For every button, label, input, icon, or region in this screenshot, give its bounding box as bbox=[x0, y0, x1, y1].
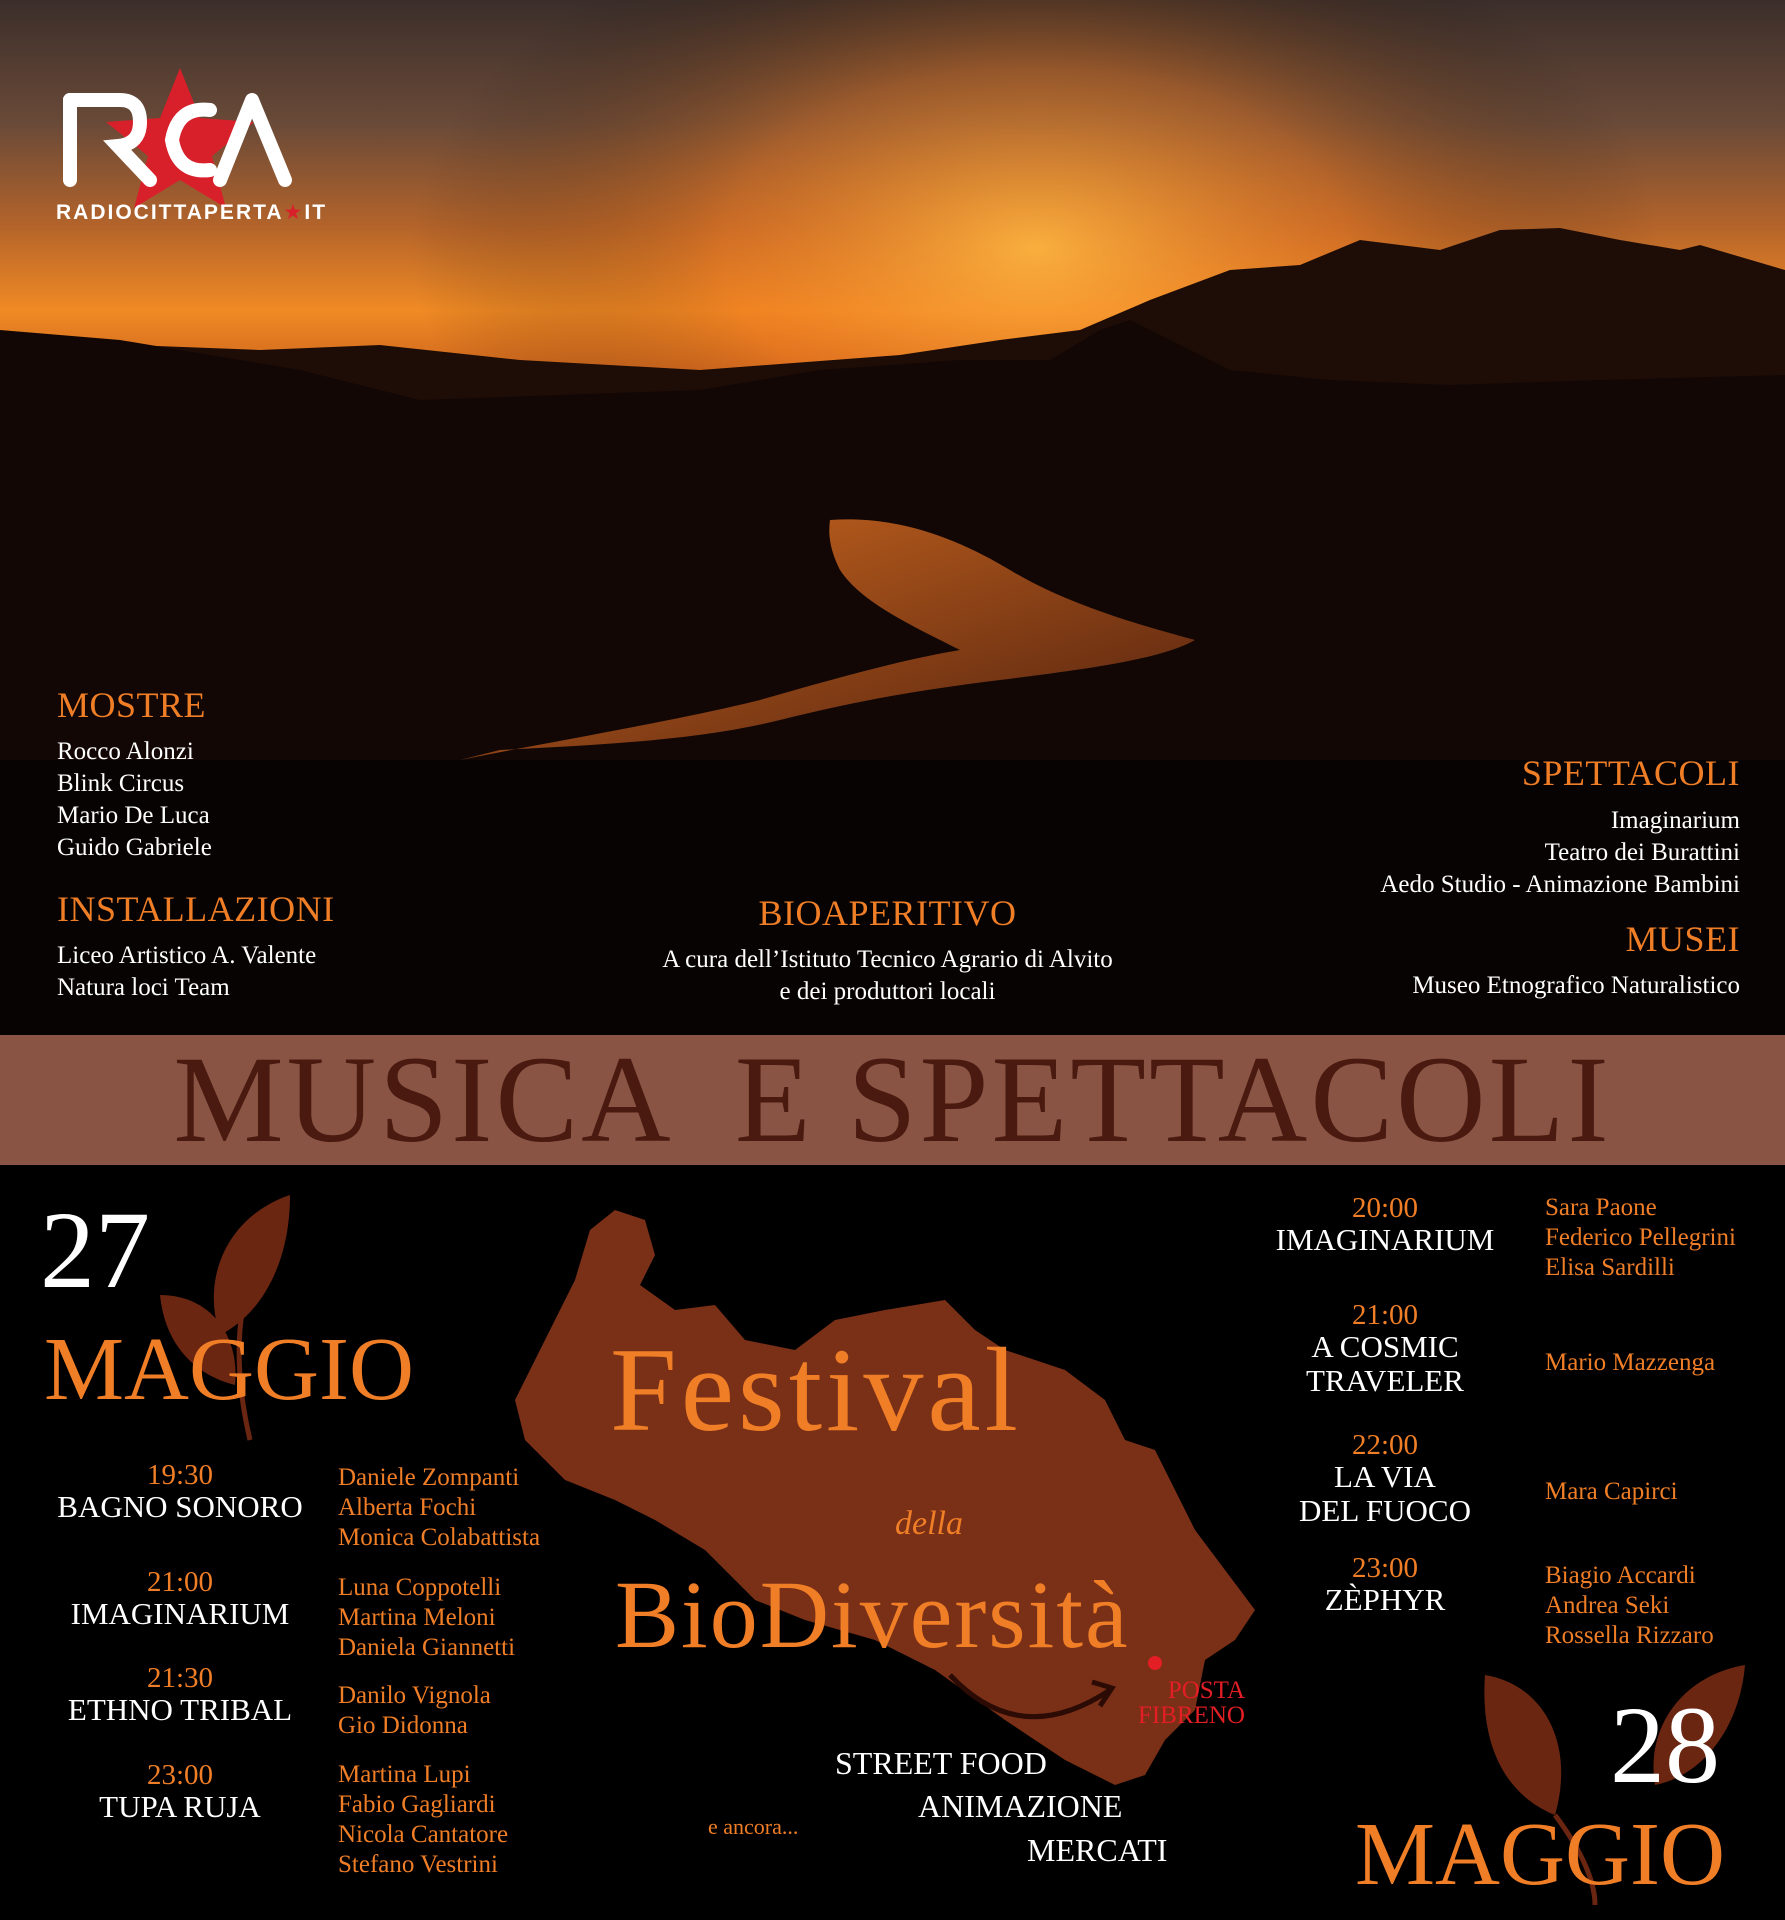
mostre-item: Rocco Alonzi bbox=[57, 738, 194, 765]
event-time: 21:00 bbox=[1351, 1299, 1419, 1331]
artist-name: Monica Colabattista bbox=[338, 1524, 541, 1551]
extras-item: ANIMAZIONE bbox=[918, 1788, 1123, 1824]
event-name: A COSMIC bbox=[1311, 1329, 1459, 1364]
event-name: ZÈPHYR bbox=[1324, 1582, 1446, 1617]
extras-item: MERCATI bbox=[1027, 1832, 1168, 1868]
musei-item: Museo Etnografico Naturalistico bbox=[1412, 972, 1740, 999]
artist-name: Martina Lupi bbox=[338, 1761, 471, 1788]
event-time: 22:00 bbox=[1351, 1429, 1419, 1461]
mostre-heading: MOSTRE bbox=[57, 685, 207, 725]
mostre-item: Blink Circus bbox=[57, 770, 185, 797]
bioaperitivo-line: e dei produttori locali bbox=[779, 978, 996, 1005]
event-name: LA VIA bbox=[1334, 1459, 1436, 1494]
artist-name: Luna Coppotelli bbox=[338, 1574, 502, 1601]
installazioni-list bbox=[57, 940, 316, 1004]
artist-name: Alberta Fochi bbox=[338, 1494, 477, 1521]
day2-event bbox=[1240, 1430, 1530, 1528]
artist-name: Fabio Gagliardi bbox=[338, 1791, 496, 1818]
location-label bbox=[1090, 1678, 1245, 1728]
event-name: IMAGINARIUM bbox=[70, 1596, 290, 1631]
festival-title-line1: Festival bbox=[610, 1323, 1022, 1456]
musei-list bbox=[1240, 970, 1740, 1002]
artist-name: Daniela Giannetti bbox=[338, 1634, 516, 1661]
installazioni-item: Natura loci Team bbox=[57, 974, 230, 1001]
event-time: 20:00 bbox=[1351, 1192, 1419, 1224]
event-name: DEL FUOCO bbox=[1299, 1493, 1471, 1528]
day2-event bbox=[1240, 1300, 1530, 1398]
artist-name: Gio Didonna bbox=[338, 1712, 468, 1739]
day2-event bbox=[1240, 1193, 1530, 1257]
location-line: FIBRENO bbox=[1138, 1702, 1245, 1729]
logo-star-icon: ★ bbox=[283, 201, 305, 224]
day1-artists bbox=[338, 1681, 491, 1741]
installazioni-heading: INSTALLAZIONI bbox=[57, 889, 335, 929]
day1-month: MAGGIO bbox=[44, 1320, 414, 1419]
artist-name: Mara Capirci bbox=[1545, 1478, 1678, 1505]
spettacoli-heading: SPETTACOLI bbox=[1521, 753, 1740, 793]
day1-event bbox=[30, 1663, 330, 1727]
artist-name: Nicola Cantatore bbox=[338, 1821, 509, 1848]
artist-name: Elisa Sardilli bbox=[1545, 1254, 1675, 1281]
day2-artists bbox=[1545, 1193, 1736, 1283]
artist-name: Danilo Vignola bbox=[338, 1682, 491, 1709]
event-time: 21:00 bbox=[146, 1566, 214, 1598]
spettacoli-item: Teatro dei Burattini bbox=[1544, 839, 1740, 866]
day1-event bbox=[30, 1567, 330, 1631]
musei-heading: MUSEI bbox=[1625, 919, 1740, 959]
artist-name: Daniele Zompanti bbox=[338, 1464, 520, 1491]
banner-title: MUSICA E SPETTACOLI bbox=[173, 1031, 1612, 1168]
artist-name: Sara Paone bbox=[1545, 1194, 1657, 1221]
day2-number: 28 bbox=[1610, 1684, 1720, 1806]
event-name: IMAGINARIUM bbox=[1275, 1222, 1495, 1257]
event-time: 23:00 bbox=[1351, 1552, 1419, 1584]
day1-artists bbox=[338, 1760, 508, 1880]
day2-event bbox=[1240, 1553, 1530, 1617]
event-time: 21:30 bbox=[146, 1662, 214, 1694]
bioaperitivo-text bbox=[600, 944, 1175, 1008]
event-time: 19:30 bbox=[146, 1459, 214, 1491]
artist-name: Mario Mazzenga bbox=[1545, 1349, 1716, 1376]
day1-number: 27 bbox=[40, 1189, 150, 1311]
day1-artists bbox=[338, 1573, 515, 1663]
spettacoli-list bbox=[1240, 805, 1740, 901]
mostre-item: Guido Gabriele bbox=[57, 834, 212, 861]
event-name: TRAVELER bbox=[1306, 1363, 1464, 1398]
day1-event bbox=[30, 1760, 330, 1824]
event-name: ETHNO TRIBAL bbox=[67, 1692, 293, 1727]
day1-artists bbox=[338, 1463, 540, 1553]
artist-name: Stefano Vestrini bbox=[338, 1851, 498, 1878]
festival-title-line3: BioDiversità bbox=[615, 1561, 1130, 1668]
spettacoli-item: Imaginarium bbox=[1610, 807, 1740, 834]
artist-name: Rossella Rizzaro bbox=[1545, 1622, 1714, 1649]
event-name: TUPA RUJA bbox=[99, 1789, 261, 1824]
location-dot-icon bbox=[1148, 1656, 1162, 1670]
day1-event bbox=[30, 1460, 330, 1524]
mostre-item: Mario De Luca bbox=[57, 802, 210, 829]
bioaperitivo-heading: BIOAPERITIVO bbox=[758, 893, 1017, 933]
day2-artists bbox=[1545, 1477, 1678, 1507]
logo-subtitle-right: IT bbox=[304, 201, 328, 224]
artist-name: Andrea Seki bbox=[1545, 1592, 1670, 1619]
day2-artists bbox=[1545, 1348, 1715, 1378]
event-name: BAGNO SONORO bbox=[57, 1489, 303, 1524]
logo-subtitle bbox=[56, 200, 327, 225]
day2-artists bbox=[1545, 1561, 1714, 1651]
artist-name: Federico Pellegrini bbox=[1545, 1224, 1736, 1251]
day2-month: MAGGIO bbox=[1355, 1805, 1725, 1904]
spettacoli-item: Aedo Studio - Animazione Bambini bbox=[1380, 871, 1740, 898]
artist-name: Martina Meloni bbox=[338, 1604, 496, 1631]
extras-intro: e ancora... bbox=[708, 1814, 799, 1839]
bioaperitivo-line: A cura dell’Istituto Tecnico Agrario di Alvito bbox=[662, 946, 1113, 973]
artist-name: Biagio Accardi bbox=[1545, 1562, 1696, 1589]
mostre-list bbox=[57, 736, 212, 864]
festival-title-line2: della bbox=[895, 1505, 963, 1542]
extras-item: STREET FOOD bbox=[835, 1745, 1047, 1781]
installazioni-item: Liceo Artistico A. Valente bbox=[57, 942, 317, 969]
location-line: POSTA bbox=[1167, 1677, 1245, 1704]
logo-subtitle-left: RADIOCITTAPERTA bbox=[56, 201, 284, 224]
event-time: 23:00 bbox=[146, 1759, 214, 1791]
